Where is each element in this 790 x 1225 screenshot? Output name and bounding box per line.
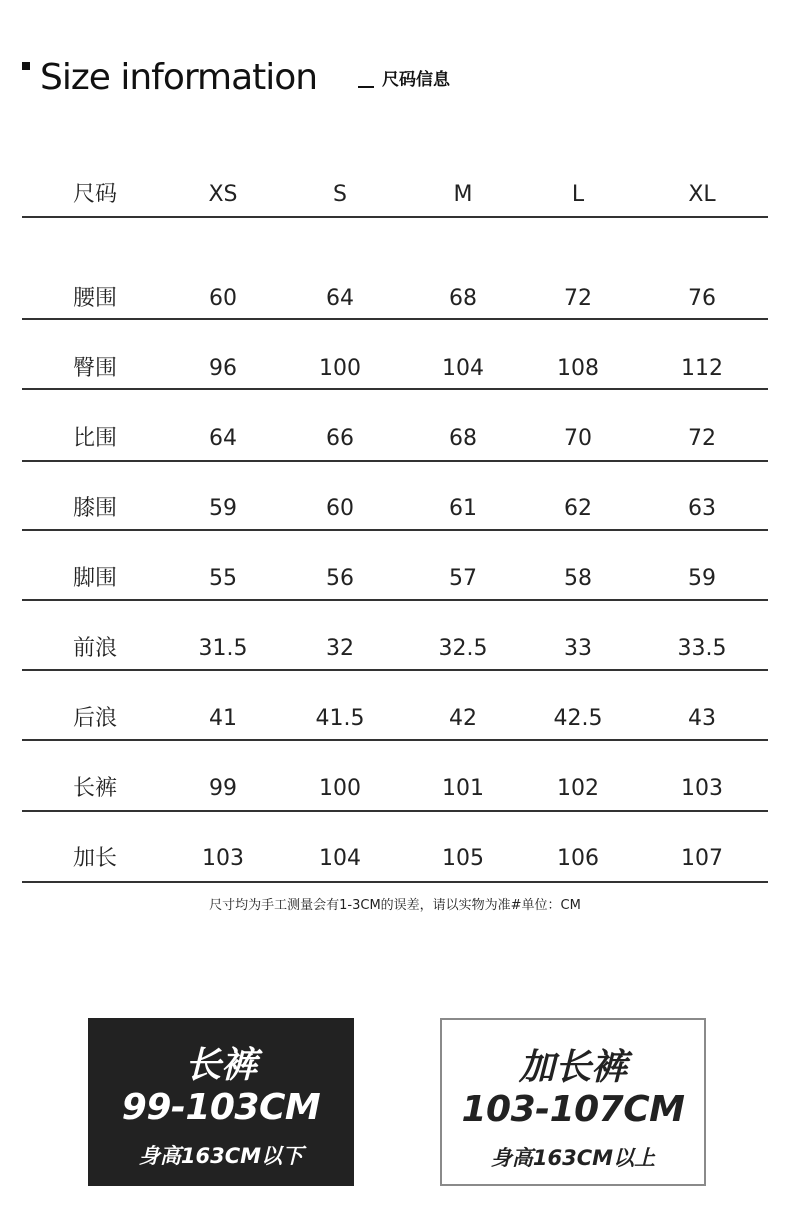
table-cell: 106 [557,846,599,871]
table-cell: 33.5 [677,636,727,661]
regular-length-box [88,1018,354,1186]
table-row [22,344,768,394]
table-cell: 96 [209,356,237,381]
table-row [22,694,768,744]
table-cell: 107 [681,846,723,871]
table-cell: 108 [557,356,599,381]
table-cell: 72 [688,426,716,451]
table-row [22,834,768,884]
table-cell: 61 [449,496,477,521]
table-cell: 104 [319,846,361,871]
table-cell: 64 [209,426,237,451]
header-dash [358,86,374,88]
row-label: 前浪 [72,636,117,661]
row-label: 臀围 [72,356,117,381]
long-length-box [440,1018,706,1186]
table-cell: 33 [564,636,592,661]
table-cell: 57 [449,566,477,591]
table-cell: 112 [681,356,723,381]
table-cell: 32.5 [438,636,488,661]
table-cell: 102 [557,776,599,801]
row-divider [22,460,768,462]
row-label: 膝围 [72,496,117,521]
header-cell: XS [208,182,238,207]
row-label: 脚围 [72,566,117,591]
table-row [22,624,768,674]
table-cell: 42 [449,706,477,731]
table-cell: 70 [564,426,592,451]
table-cell: 101 [442,776,484,801]
row-label: 比围 [72,426,117,451]
row-label: 腰围 [72,286,117,311]
section-header [22,56,722,100]
header-subtitle: 尺码信息 [382,70,450,90]
table-cell: 59 [688,566,716,591]
table-cell: 105 [442,846,484,871]
header-cell: XL [688,182,716,207]
table-cell: 72 [564,286,592,311]
long-title: 加长裤 [518,1047,627,1088]
regular-height-note: 身高163CM以下 [138,1144,304,1168]
regular-range: 99-103CM [121,1087,321,1128]
header-divider [22,216,768,218]
table-cell: 104 [442,356,484,381]
table-cell: 60 [326,496,354,521]
table-row [22,484,768,534]
row-divider [22,599,768,601]
table-cell: 100 [319,776,361,801]
header-cell: L [571,182,585,207]
table-cell: 43 [688,706,716,731]
table-cell: 68 [449,286,477,311]
row-label: 后浪 [72,706,117,731]
row-divider [22,669,768,671]
bullet-square-icon [22,62,30,70]
header-cell: S [333,182,347,207]
table-row [22,554,768,604]
measurement-note: 尺寸均为手工测量会有1-3CM的误差，请以实物为准#单位：CM [209,898,581,913]
table-cell: 60 [209,286,237,311]
table-cell: 42.5 [553,706,603,731]
table-cell: 56 [326,566,354,591]
long-height-note: 身高163CM以上 [490,1146,656,1170]
row-divider [22,810,768,812]
row-divider [22,529,768,531]
table-row [22,764,768,814]
table-row [22,414,768,464]
row-label: 加长 [72,846,117,871]
table-cell: 103 [681,776,723,801]
header-cell: 尺码 [72,182,117,207]
table-cell: 76 [688,286,716,311]
row-divider [22,388,768,390]
long-range: 103-107CM [461,1089,685,1130]
row-divider [22,318,768,320]
table-cell: 62 [564,496,592,521]
table-header-row [22,170,768,220]
table-cell: 68 [449,426,477,451]
row-divider [22,881,768,883]
table-cell: 32 [326,636,354,661]
table-cell: 55 [209,566,237,591]
header-cell: M [453,182,473,207]
row-label: 长裤 [72,776,117,801]
row-divider [22,739,768,741]
table-cell: 66 [326,426,354,451]
table-cell: 63 [688,496,716,521]
table-cell: 100 [319,356,361,381]
table-row [22,274,768,324]
table-cell: 103 [202,846,244,871]
header-title: Size information [40,57,318,98]
table-cell: 41 [209,706,237,731]
table-cell: 41.5 [315,706,365,731]
regular-title: 长裤 [184,1045,257,1086]
table-cell: 64 [326,286,354,311]
table-cell: 31.5 [198,636,248,661]
table-cell: 99 [209,776,237,801]
table-cell: 59 [209,496,237,521]
table-cell: 58 [564,566,592,591]
